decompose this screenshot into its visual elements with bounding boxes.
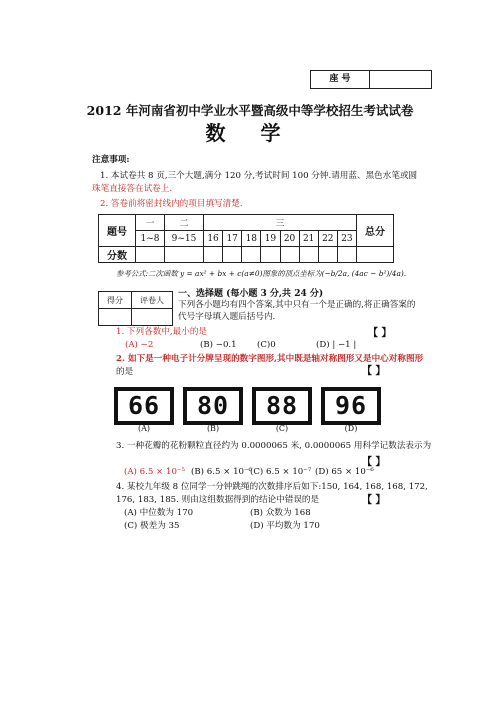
question-4-option-c: (C) 极差为 35 bbox=[124, 521, 180, 531]
score-table-range: 9~15 bbox=[165, 231, 204, 247]
score-table-question-number: 23 bbox=[337, 231, 356, 247]
digit-figure-a-text: 66 bbox=[127, 391, 161, 420]
question-3-stem: 3. 一种花瓣的花粉颗粒直径约为 0.0000065 米, 0.0000065 用科学记数法表示为 bbox=[116, 441, 432, 451]
question-4-option-d: (D) 平均数为 170 bbox=[250, 521, 320, 531]
digit-figure-c-text: 88 bbox=[265, 391, 299, 420]
score-table-part-2: 二 bbox=[165, 215, 204, 231]
digit-figure-c bbox=[252, 387, 312, 425]
score-table-question-number: 20 bbox=[280, 231, 299, 247]
score-cell bbox=[136, 247, 165, 263]
question-1-option-a: (A) −2 bbox=[125, 340, 154, 350]
question-1-option-b: (B) −0.1 bbox=[200, 340, 237, 350]
question-3-option-d: (D) 65 × 10⁻⁶ bbox=[315, 467, 374, 477]
reference-formula: 参考公式:二次函数 y = ax² + bx + c(a≠0)图象的顶点坐标为(−b/2a, (4ac − b²)/4a). bbox=[116, 269, 407, 278]
section-1-desc-2: 代号字母填入题后括号内. bbox=[178, 312, 276, 322]
seat-number-field bbox=[370, 71, 431, 88]
question-1-stem-text: 1. 下列各数中,最小的是 bbox=[116, 327, 208, 337]
score-table-total-label: 总分 bbox=[357, 215, 394, 247]
grader-name-cell bbox=[132, 309, 173, 326]
notes-line-2 bbox=[100, 198, 243, 210]
score-cell bbox=[261, 247, 280, 263]
digit-figure-b bbox=[183, 387, 243, 425]
question-4-answer-bracket: 【 】 bbox=[362, 495, 386, 506]
digit-figure-d-text: 96 bbox=[334, 391, 368, 420]
question-3-option-c: (C) 6.5 × 10⁻⁷ bbox=[250, 467, 312, 477]
question-3-option-a: (A) 6.5 × 10⁻⁵ bbox=[124, 467, 185, 477]
score-table-question-number: 18 bbox=[242, 231, 261, 247]
grader-score-label: 得分 bbox=[99, 292, 132, 309]
score-table-score-label: 分数 bbox=[99, 247, 136, 263]
score-cell bbox=[165, 247, 204, 263]
digit-label-b: (B) bbox=[206, 424, 220, 433]
grader-score-cell bbox=[99, 309, 132, 326]
score-cell bbox=[299, 247, 318, 263]
grader-box bbox=[98, 291, 173, 326]
score-table bbox=[98, 214, 394, 263]
question-4-option-a: (A) 中位数为 170 bbox=[124, 508, 194, 518]
score-table-question-number: 22 bbox=[318, 231, 337, 247]
digit-figure-b-text: 80 bbox=[196, 391, 230, 420]
question-1-option-c: (C)0 bbox=[257, 340, 276, 350]
section-1-heading: 一、选择题 (每小题 3 分,共 24 分) bbox=[178, 289, 324, 299]
score-cell bbox=[318, 247, 337, 263]
digit-label-a: (A) bbox=[137, 424, 151, 433]
exam-title: 2012 年河南省初中学业水平暨高级中等学校招生考试试卷 bbox=[86, 103, 414, 118]
seat-number-box bbox=[310, 70, 432, 89]
digit-figure-a bbox=[114, 387, 174, 425]
score-table-header-row bbox=[99, 215, 394, 231]
score-cell bbox=[337, 247, 356, 263]
score-cell bbox=[204, 247, 223, 263]
digit-label-c: (C) bbox=[275, 424, 289, 433]
grader-name-label: 评卷人 bbox=[132, 292, 173, 309]
digit-label-d: (D) bbox=[344, 424, 358, 433]
score-cell bbox=[223, 247, 242, 263]
notes-line-1b-text: 珠笔直接答在试卷上. bbox=[92, 184, 173, 194]
question-1-answer-bracket: 【 】 bbox=[368, 328, 392, 339]
question-2-stem-2: 的是 bbox=[116, 367, 134, 377]
question-4-option-b: (B) 众数为 168 bbox=[250, 508, 311, 518]
score-table-question-number: 21 bbox=[299, 231, 318, 247]
notes-line-1a: 1. 本试卷共 8 页,三个大题,满分 120 分,考试时间 100 分钟.请用蓝、黑色水笔或圆 bbox=[100, 171, 418, 181]
notes-line-2-text: 2. 答卷前将密封线内的项目填写清楚. bbox=[100, 199, 243, 209]
score-table-part-3: 三 bbox=[204, 215, 357, 231]
score-table-range: 1~8 bbox=[136, 231, 165, 247]
score-table-part-1: 一 bbox=[136, 215, 165, 231]
question-3-answer-bracket: 【 】 bbox=[362, 457, 386, 468]
score-table-number-row bbox=[99, 231, 394, 247]
question-4-stem-1: 4. 某校九年级 8 位同学一分钟跳绳的次数排序后如下:150, 164, 168, 168, 172, bbox=[116, 482, 428, 492]
score-table-question-number: 17 bbox=[223, 231, 242, 247]
score-cell bbox=[280, 247, 299, 263]
notes-heading: 注意事项: bbox=[92, 155, 130, 165]
subject-title: 数 学 bbox=[205, 121, 295, 145]
score-table-score-row bbox=[99, 247, 394, 263]
score-table-question-number: 16 bbox=[204, 231, 223, 247]
score-table-question-number: 19 bbox=[261, 231, 280, 247]
score-cell bbox=[357, 247, 394, 263]
section-1-desc-1: 下列各小题均有四个答案,其中只有一个是正确的,将正确答案的 bbox=[178, 300, 416, 310]
question-2-answer-bracket: 【 】 bbox=[362, 366, 386, 377]
question-1-stem bbox=[116, 326, 207, 338]
notes-line-1b bbox=[92, 183, 172, 195]
question-4-stem-2: 176, 183, 185. 则由这组数据得到的结论中错误的是 bbox=[116, 495, 320, 505]
digit-figure-d bbox=[321, 387, 381, 425]
question-1-option-d: (D) | −1 | bbox=[316, 340, 357, 350]
question-2-stem-1-text: 2. 如下是一种电子计分牌呈现的数字图形,其中既是轴对称图形又是中心对称图形 bbox=[116, 354, 424, 364]
question-3-option-b: (B) 6.5 × 10⁻⁶ bbox=[191, 467, 252, 477]
seat-number-label: 座 号 bbox=[311, 71, 370, 88]
score-cell bbox=[242, 247, 261, 263]
score-table-question-label: 题号 bbox=[99, 215, 136, 247]
